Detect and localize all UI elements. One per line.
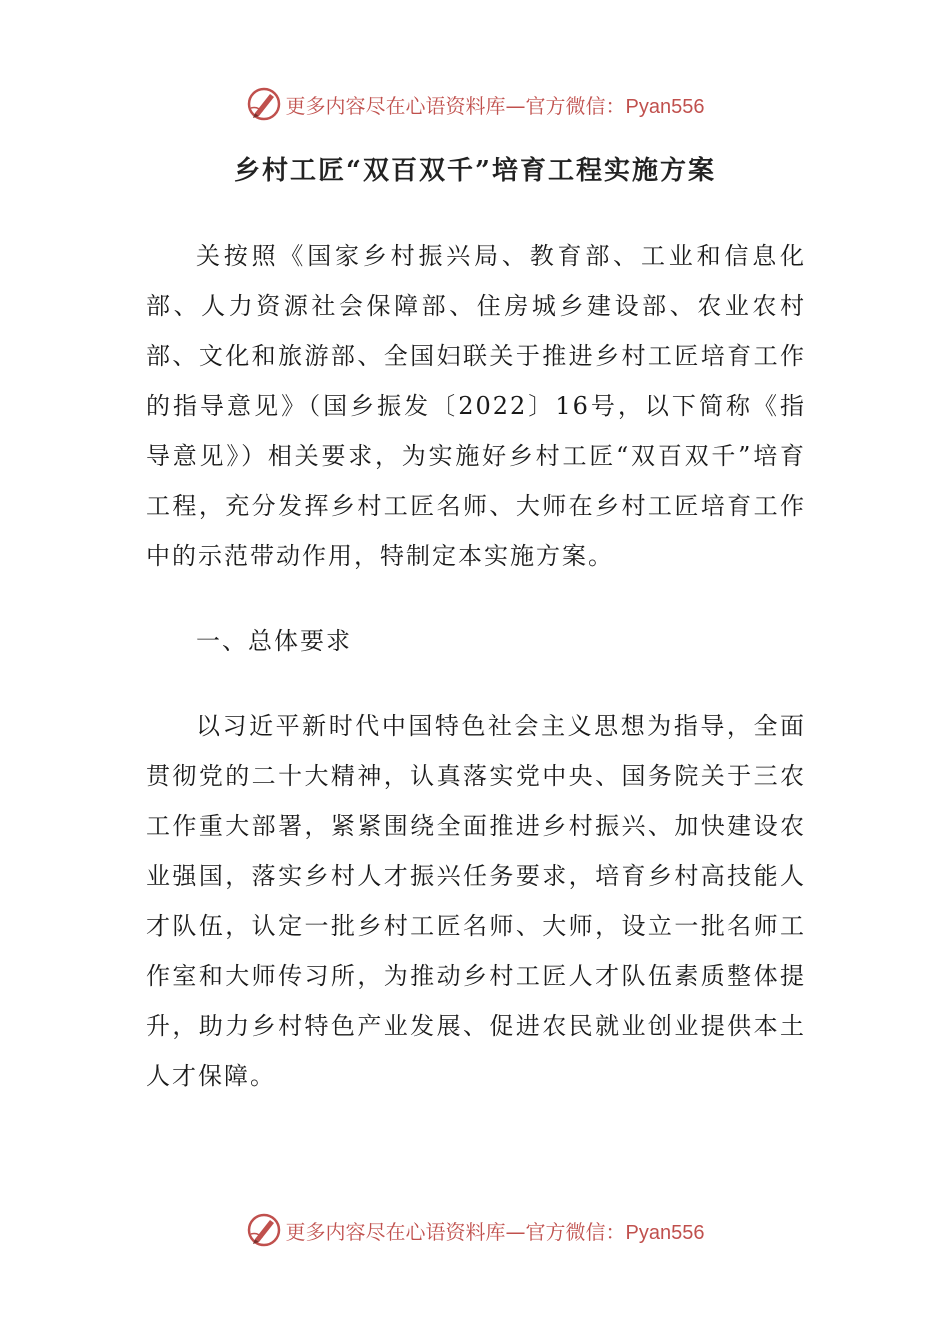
pen-logo-icon xyxy=(246,1212,282,1248)
document-title: 乡村工匠“双百双千”培育工程实施方案 xyxy=(234,156,716,186)
section-1-heading: 一、总体要求 xyxy=(196,627,352,655)
watermark-text: 更多内容尽在心语资料库—官方微信：Pyan556 xyxy=(285,93,705,118)
pen-logo-icon xyxy=(246,86,282,122)
wechat-id: Pyan556 xyxy=(625,1221,705,1244)
section-heading-container xyxy=(146,616,806,666)
paragraph-2: 以习近平新时代中国特色社会主义思想为指导，全面贯彻党的二十大精神，认真落实党中央、国务院关于三农工作重大部署，紧紧围绕全面推进乡村振兴、加快建设农业强国，落实乡村人才振兴任务要求，培育乡村高技能人才队伍，认定一批乡村工匠名师、大师，设立一批名师工作室和大师传习所，为推动乡村工匠人才队伍素质整体提升，助力乡村特色产业发展、促进农民就业创业提供本土人才保障。 xyxy=(146,712,806,1090)
watermark-header xyxy=(0,84,950,124)
watermark-text: 更多内容尽在心语资料库—官方微信：Pyan556 xyxy=(285,1219,705,1244)
wechat-id: Pyan556 xyxy=(625,95,705,118)
paragraph-intro xyxy=(146,231,806,581)
paragraph-general-requirements xyxy=(146,701,806,1101)
paragraph-1: 关按照《国家乡村振兴局、教育部、工业和信息化部、人力资源社会保障部、住房城乡建设部、农业农村部、文化和旅游部、全国妇联关于推进乡村工匠培育工作的指导意见》（国乡振发〔2022〕16号，以下简称《指导意见》）相关要求，为实施好乡村工匠“双百双千”培育工程，充分发挥乡村工匠名师、大师在乡村工匠培育工作中的示范带动作用，特制定本实施方案。 xyxy=(146,242,806,570)
watermark-footer xyxy=(0,1210,950,1250)
